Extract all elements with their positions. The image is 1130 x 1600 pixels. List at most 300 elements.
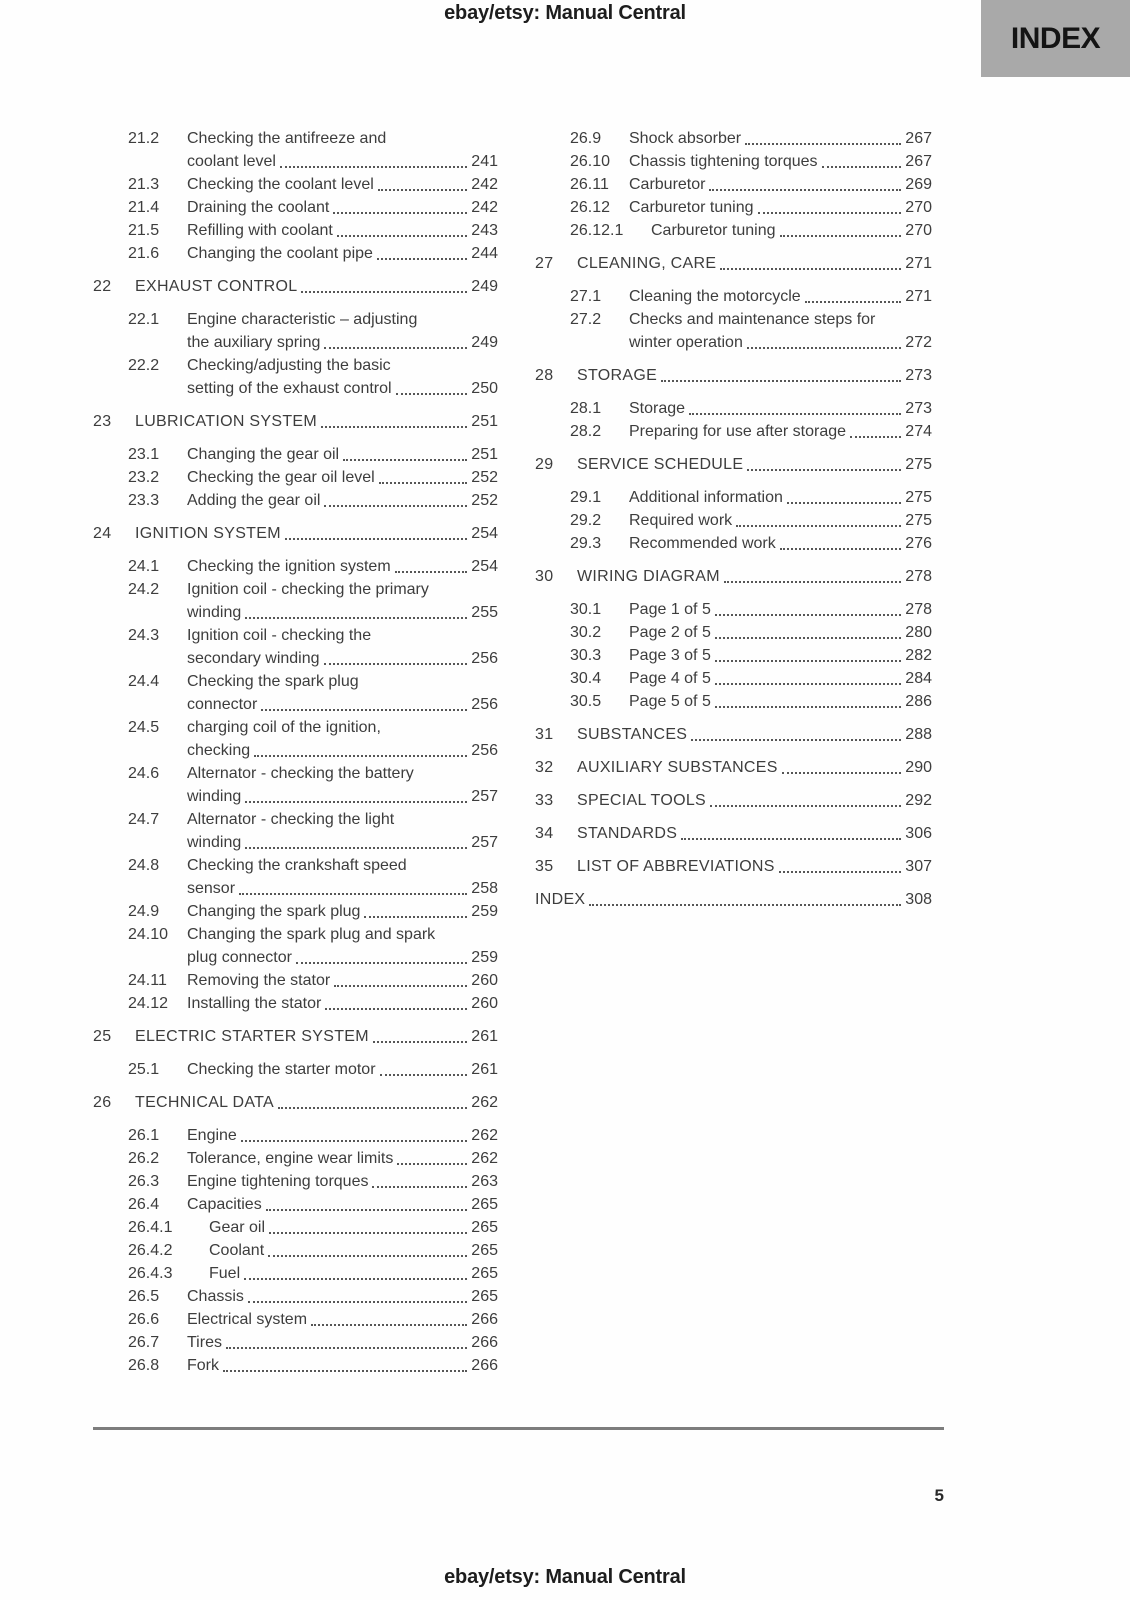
entry-title-text: INDEX xyxy=(535,891,586,908)
entry-title-line xyxy=(187,377,498,400)
entry-title-line xyxy=(187,693,498,716)
entry-title-text: connector xyxy=(187,696,258,713)
entry-title-line: Ignition coil - checking the xyxy=(187,627,372,644)
dot-leader xyxy=(337,235,467,237)
entry-title-line xyxy=(187,466,498,489)
toc-entry xyxy=(535,285,932,308)
header-title: ebay/etsy: Manual Central xyxy=(444,2,686,24)
entry-page-number: 270 xyxy=(905,222,932,239)
entry-page-number: 275 xyxy=(905,512,932,529)
dot-leader xyxy=(285,538,467,540)
entry-title xyxy=(577,252,932,275)
toc-entry xyxy=(93,1308,498,1331)
entry-title-line xyxy=(577,565,932,588)
toc-entry xyxy=(535,565,932,588)
entry-title-text: Carburetor tuning xyxy=(629,199,754,216)
toc-entry xyxy=(535,789,932,812)
dot-leader xyxy=(715,706,901,708)
toc-entry xyxy=(535,173,932,196)
toc-entry xyxy=(535,219,932,242)
dot-leader xyxy=(334,985,467,987)
entry-title-line xyxy=(577,453,932,476)
entry-title-line xyxy=(187,647,498,670)
entry-number: 26.3 xyxy=(128,1173,160,1190)
toc-entry xyxy=(93,762,498,808)
entry-title-line xyxy=(577,822,932,845)
entry-title xyxy=(187,578,498,624)
entry-page-number: 263 xyxy=(471,1173,498,1190)
entry-page-number: 271 xyxy=(905,288,932,305)
entry-number: 26.4.1 xyxy=(128,1219,173,1236)
entry-title xyxy=(187,1170,498,1193)
entry-title-line xyxy=(187,992,498,1015)
entry-title-text: Engine xyxy=(187,1127,237,1144)
entry-number: 27 xyxy=(535,255,554,272)
toc-entry xyxy=(535,888,932,911)
entry-title-line xyxy=(629,486,932,509)
dot-leader xyxy=(321,426,467,428)
dot-leader xyxy=(691,739,901,741)
toc-column xyxy=(535,127,932,1377)
entry-title-line: Checking/adjusting the basic xyxy=(187,357,391,374)
entry-title-text: Page 2 of 5 xyxy=(629,624,711,641)
entry-title-line xyxy=(187,196,498,219)
dot-leader xyxy=(779,871,902,873)
dot-leader xyxy=(661,380,901,382)
entry-page-number: 273 xyxy=(905,400,932,417)
entry-title-text: Electrical system xyxy=(187,1311,308,1328)
entry-title-text: Tolerance, engine wear limits xyxy=(187,1150,394,1167)
entry-title-line: Checks and maintenance steps for xyxy=(629,311,876,328)
entry-page-number: 249 xyxy=(471,278,498,295)
dot-leader xyxy=(301,291,467,293)
entry-title-text: SERVICE SCHEDULE xyxy=(577,456,744,473)
entry-number: 23 xyxy=(93,413,112,430)
toc-entry xyxy=(93,410,498,433)
entry-page-number: 272 xyxy=(905,334,932,351)
entry-number: 24.11 xyxy=(128,972,167,989)
entry-number: 23.2 xyxy=(128,469,160,486)
entry-title xyxy=(187,219,498,242)
entry-number: 26.6 xyxy=(128,1311,160,1328)
entry-page-number: 262 xyxy=(471,1150,498,1167)
entry-page-number: 278 xyxy=(905,568,932,585)
entry-number: 24.1 xyxy=(128,558,160,575)
entry-title-line xyxy=(577,364,932,387)
entry-title xyxy=(629,173,932,196)
entry-number: 26.2 xyxy=(128,1150,160,1167)
dot-leader xyxy=(241,1140,467,1142)
entry-number: 24.2 xyxy=(128,581,160,598)
entry-title-line xyxy=(187,969,498,992)
toc-entry xyxy=(93,489,498,512)
toc-entry xyxy=(93,1091,498,1114)
entry-title-text: Cleaning the motorcycle xyxy=(629,288,801,305)
entry-title-text: Shock absorber xyxy=(629,130,742,147)
dot-leader xyxy=(343,459,467,461)
entry-title-text: sensor xyxy=(187,880,236,897)
toc-entry xyxy=(93,578,498,624)
entry-title-line xyxy=(187,1147,498,1170)
entry-number: 26.7 xyxy=(128,1334,160,1351)
entry-title-line xyxy=(187,1308,498,1331)
entry-title-line xyxy=(577,756,932,779)
toc-entry xyxy=(93,127,498,173)
toc-entry xyxy=(93,219,498,242)
entry-page-number: 261 xyxy=(471,1061,498,1078)
entry-title-line xyxy=(187,1285,498,1308)
entry-page-number: 242 xyxy=(471,176,498,193)
dot-leader xyxy=(589,904,901,906)
entry-title-line: Checking the spark plug xyxy=(187,673,359,690)
entry-title xyxy=(135,1091,498,1114)
entry-number: 21.6 xyxy=(128,245,160,262)
entry-page-number: 273 xyxy=(905,367,932,384)
entry-number: 23.1 xyxy=(128,446,160,463)
entry-page-number: 262 xyxy=(471,1094,498,1111)
entry-title-text: Engine tightening torques xyxy=(187,1173,369,1190)
entry-title-text: Adding the gear oil xyxy=(187,492,321,509)
entry-title-text: Carburetor tuning xyxy=(651,222,776,239)
entry-title xyxy=(187,624,498,670)
entry-title xyxy=(535,888,932,911)
entry-number: 24.12 xyxy=(128,995,169,1012)
entry-title-line xyxy=(187,877,498,900)
entry-title-line: Changing the spark plug and spark xyxy=(187,926,436,943)
entry-number: 25 xyxy=(93,1028,112,1045)
entry-title-line: Checking the crankshaft speed xyxy=(187,857,407,874)
dot-leader xyxy=(380,1074,468,1076)
entry-page-number: 266 xyxy=(471,1357,498,1374)
entry-page-number: 265 xyxy=(471,1196,498,1213)
entry-number: 24.10 xyxy=(128,926,169,943)
entry-title-text: coolant level xyxy=(187,153,276,170)
entry-title-line xyxy=(629,196,932,219)
entry-title-text: Gear oil xyxy=(209,1219,266,1236)
entry-title xyxy=(577,723,932,746)
toc-entry xyxy=(535,667,932,690)
entry-title xyxy=(187,762,498,808)
entry-title-line xyxy=(629,127,932,150)
entry-page-number: 275 xyxy=(905,456,932,473)
entry-number: 22 xyxy=(93,278,112,295)
entry-title xyxy=(187,1308,498,1331)
entry-page-number: 256 xyxy=(471,650,498,667)
dot-leader xyxy=(379,482,468,484)
dot-leader xyxy=(226,1347,467,1349)
footer-rule xyxy=(93,1427,944,1430)
entry-title-line xyxy=(629,150,932,173)
entry-title-line: Alternator - checking the battery xyxy=(187,765,414,782)
entry-title xyxy=(209,1216,498,1239)
entry-number: 28.2 xyxy=(570,423,602,440)
entry-number: 30.2 xyxy=(570,624,602,641)
entry-number: 24.8 xyxy=(128,857,160,874)
entry-title-text: Checking the gear oil level xyxy=(187,469,375,486)
entry-title xyxy=(187,443,498,466)
entry-title xyxy=(187,923,498,969)
dot-leader xyxy=(397,1163,467,1165)
entry-title-line xyxy=(135,522,498,545)
entry-page-number: 278 xyxy=(905,601,932,618)
entry-title xyxy=(629,667,932,690)
entry-title-text: Page 3 of 5 xyxy=(629,647,711,664)
entry-page-number: 243 xyxy=(471,222,498,239)
page-number: 5 xyxy=(934,1486,944,1505)
toc-column xyxy=(93,127,498,1377)
entry-number: 24.9 xyxy=(128,903,160,920)
dot-leader xyxy=(373,1041,467,1043)
dot-leader xyxy=(248,1301,467,1303)
toc-entry xyxy=(535,420,932,443)
entry-page-number: 265 xyxy=(471,1265,498,1282)
entry-number: 22.2 xyxy=(128,357,160,374)
entry-page-number: 241 xyxy=(471,153,498,170)
entry-title-line xyxy=(629,420,932,443)
dot-leader xyxy=(724,581,901,583)
toc-entry xyxy=(93,354,498,400)
entry-title xyxy=(577,789,932,812)
toc-entry xyxy=(535,308,932,354)
toc-entry xyxy=(93,522,498,545)
entry-title-text: Changing the spark plug xyxy=(187,903,361,920)
entry-title-line: Alternator - checking the light xyxy=(187,811,395,828)
entry-number: 24.5 xyxy=(128,719,160,736)
toc-entry xyxy=(93,242,498,265)
entry-title-text: Chassis tightening torques xyxy=(629,153,818,170)
entry-page-number: 259 xyxy=(471,949,498,966)
entry-title xyxy=(629,285,932,308)
entry-title xyxy=(135,522,498,545)
entry-page-number: 288 xyxy=(905,726,932,743)
entry-title xyxy=(629,690,932,713)
entry-page-number: 270 xyxy=(905,199,932,216)
entry-title-text: Draining the coolant xyxy=(187,199,330,216)
toc-entry xyxy=(535,364,932,387)
entry-title-text: the auxiliary spring xyxy=(187,334,321,351)
entry-title-line xyxy=(629,532,932,555)
entry-number: 24 xyxy=(93,525,112,542)
toc-entry xyxy=(93,900,498,923)
entry-page-number: 261 xyxy=(471,1028,498,1045)
entry-title xyxy=(629,486,932,509)
entry-title-line xyxy=(187,1193,498,1216)
entry-title-text: Storage xyxy=(629,400,686,417)
toc-entry xyxy=(535,509,932,532)
entry-title xyxy=(629,420,932,443)
footer-title: ebay/etsy: Manual Central xyxy=(444,1566,686,1588)
entry-title xyxy=(629,532,932,555)
entry-title-line xyxy=(629,621,932,644)
toc-entry xyxy=(93,969,498,992)
entry-page-number: 254 xyxy=(471,558,498,575)
entry-title-line xyxy=(629,331,932,354)
entry-title-line xyxy=(209,1216,498,1239)
dot-leader xyxy=(311,1324,467,1326)
entry-title-text: Chassis xyxy=(187,1288,244,1305)
entry-title-line xyxy=(651,219,932,242)
toc-entry xyxy=(93,1124,498,1147)
dot-leader xyxy=(787,502,901,504)
entry-title-line xyxy=(187,601,498,624)
entry-title-line xyxy=(209,1239,498,1262)
toc-entry xyxy=(93,308,498,354)
toc-entry xyxy=(93,443,498,466)
entry-page-number: 267 xyxy=(905,153,932,170)
entry-title xyxy=(187,466,498,489)
entry-title-line xyxy=(577,789,932,812)
entry-page-number: 274 xyxy=(905,423,932,440)
entry-title xyxy=(629,644,932,667)
entry-title-text: setting of the exhaust control xyxy=(187,380,392,397)
entry-page-number: 252 xyxy=(471,469,498,486)
entry-page-number: 258 xyxy=(471,880,498,897)
dot-leader xyxy=(278,1107,467,1109)
entry-title-text: Installing the stator xyxy=(187,995,322,1012)
entry-title xyxy=(629,397,932,420)
entry-title-line xyxy=(629,285,932,308)
entry-page-number: 265 xyxy=(471,1242,498,1259)
entry-page-number: 269 xyxy=(905,176,932,193)
entry-number: 21.2 xyxy=(128,130,160,147)
dot-leader xyxy=(745,143,901,145)
entry-title xyxy=(187,196,498,219)
dot-leader xyxy=(245,847,467,849)
entry-number: 30.1 xyxy=(570,601,602,618)
entry-title xyxy=(187,1124,498,1147)
entry-title-text: IGNITION SYSTEM xyxy=(135,525,281,542)
dot-leader xyxy=(333,212,467,214)
toc-entry xyxy=(93,992,498,1015)
entry-number: 35 xyxy=(535,858,554,875)
entry-title-text: Tires xyxy=(187,1334,222,1351)
entry-title-text: Capacities xyxy=(187,1196,262,1213)
dot-leader xyxy=(758,212,902,214)
toc-entry xyxy=(535,486,932,509)
dot-leader xyxy=(378,189,468,191)
entry-number: 26.1 xyxy=(128,1127,160,1144)
entry-title-line xyxy=(187,785,498,808)
toc-entry xyxy=(535,822,932,845)
entry-title xyxy=(187,969,498,992)
entry-page-number: 260 xyxy=(471,972,498,989)
entry-page-number: 267 xyxy=(905,130,932,147)
dot-leader xyxy=(296,962,467,964)
dot-leader xyxy=(239,893,467,895)
entry-page-number: 250 xyxy=(471,380,498,397)
entry-title-line xyxy=(577,723,932,746)
toc-entry xyxy=(93,1331,498,1354)
entry-title-line xyxy=(629,690,932,713)
entry-number: 21.3 xyxy=(128,176,160,193)
entry-number: 26.4.2 xyxy=(128,1242,173,1259)
entry-title xyxy=(135,275,498,298)
entry-title xyxy=(629,127,932,150)
dot-leader xyxy=(245,617,467,619)
toc-entry xyxy=(535,690,932,713)
entry-page-number: 290 xyxy=(905,759,932,776)
dot-leader xyxy=(681,838,901,840)
entry-number: 22.1 xyxy=(128,311,160,328)
toc-entry xyxy=(93,1216,498,1239)
entry-title-text: Recommended work xyxy=(629,535,776,552)
dot-leader xyxy=(396,393,468,395)
entry-page-number: 266 xyxy=(471,1311,498,1328)
toc-entry xyxy=(535,397,932,420)
entry-number: 24.4 xyxy=(128,673,160,690)
entry-title-text: SUBSTANCES xyxy=(577,726,688,743)
entry-title-text: Page 4 of 5 xyxy=(629,670,711,687)
dot-leader xyxy=(324,663,468,665)
entry-page-number: 254 xyxy=(471,525,498,542)
entry-title xyxy=(135,1025,498,1048)
entry-title xyxy=(187,854,498,900)
entry-title xyxy=(629,509,932,532)
entry-title-text: WIRING DIAGRAM xyxy=(577,568,720,585)
entry-title-text: Carburetor xyxy=(629,176,706,193)
toc-entry xyxy=(93,466,498,489)
entry-title xyxy=(629,621,932,644)
toc-entry xyxy=(93,196,498,219)
dot-leader xyxy=(377,258,467,260)
toc-entry xyxy=(93,1147,498,1170)
toc-entry xyxy=(93,1170,498,1193)
entry-title-text: STANDARDS xyxy=(577,825,678,842)
entry-title-text: Coolant xyxy=(209,1242,265,1259)
entry-page-number: 282 xyxy=(905,647,932,664)
entry-number: 26.9 xyxy=(570,130,602,147)
entry-title-line xyxy=(187,242,498,265)
entry-title xyxy=(187,555,498,578)
dot-leader xyxy=(780,548,902,550)
entry-title-text: winding xyxy=(187,788,242,805)
entry-page-number: 265 xyxy=(471,1288,498,1305)
entry-title-text: AUXILIARY SUBSTANCES xyxy=(577,759,778,776)
entry-title xyxy=(187,173,498,196)
dot-leader xyxy=(850,436,901,438)
toc-entry xyxy=(535,127,932,150)
entry-page-number: 244 xyxy=(471,245,498,262)
toc-entry xyxy=(535,621,932,644)
entry-title xyxy=(577,565,932,588)
entry-title-text: Fork xyxy=(187,1357,219,1374)
entry-title-text: Page 5 of 5 xyxy=(629,693,711,710)
entry-title-text: Checking the ignition system xyxy=(187,558,391,575)
dot-leader xyxy=(324,347,467,349)
dot-leader xyxy=(324,505,467,507)
entry-title-line xyxy=(577,855,932,878)
index-tab-label: INDEX xyxy=(1010,21,1101,55)
entry-number: 26 xyxy=(93,1094,112,1111)
entry-title xyxy=(187,1193,498,1216)
entry-title xyxy=(629,150,932,173)
toc-entry xyxy=(93,808,498,854)
entry-title-line xyxy=(187,173,498,196)
entry-title xyxy=(651,219,932,242)
entry-title xyxy=(187,1147,498,1170)
entry-number: 26.5 xyxy=(128,1288,160,1305)
entry-number: 21.5 xyxy=(128,222,160,239)
entry-page-number: 251 xyxy=(471,446,498,463)
entry-title-text: Refilling with coolant xyxy=(187,222,333,239)
entry-title-line xyxy=(187,831,498,854)
entry-number: 26.10 xyxy=(570,153,611,170)
dot-leader xyxy=(223,1370,467,1372)
entry-number: 26.8 xyxy=(128,1357,160,1374)
entry-title-line xyxy=(135,275,498,298)
toc-entry xyxy=(535,756,932,779)
entry-title-line: charging coil of the ignition, xyxy=(187,719,381,736)
